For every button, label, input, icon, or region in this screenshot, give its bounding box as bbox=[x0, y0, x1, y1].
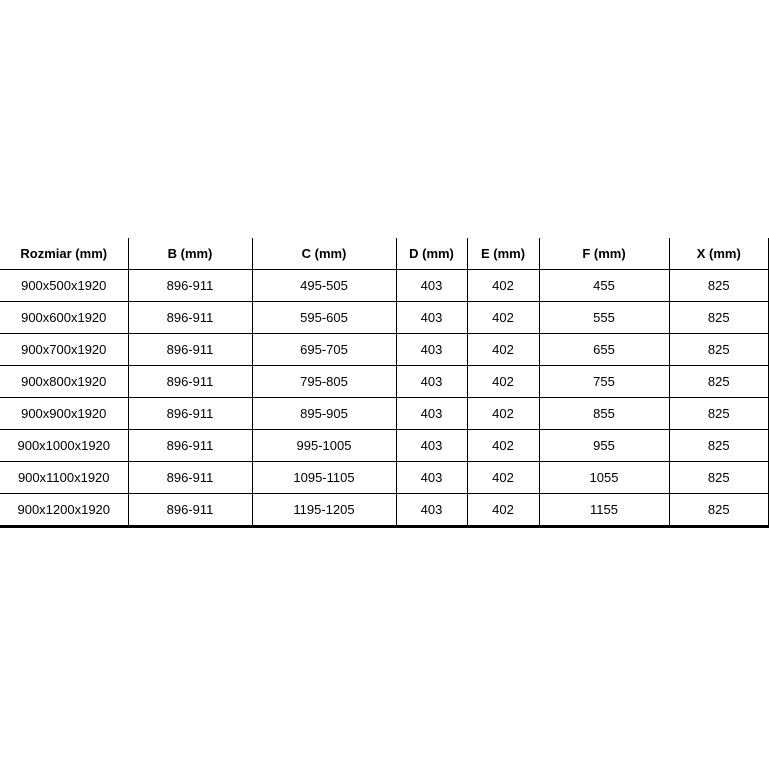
table-cell: 402 bbox=[467, 398, 539, 430]
table-cell: 900x500x1920 bbox=[0, 270, 128, 302]
header-cell: F (mm) bbox=[539, 238, 669, 270]
table-cell: 403 bbox=[396, 462, 467, 494]
table-cell: 900x1100x1920 bbox=[0, 462, 128, 494]
table-cell: 896-911 bbox=[128, 334, 252, 366]
header-row bbox=[0, 238, 769, 270]
table-cell: 896-911 bbox=[128, 366, 252, 398]
table-cell: 403 bbox=[396, 270, 467, 302]
table-cell: 755 bbox=[539, 366, 669, 398]
table-cell: 900x1000x1920 bbox=[0, 430, 128, 462]
table-row bbox=[0, 398, 769, 430]
table-cell: 402 bbox=[467, 366, 539, 398]
table-cell: 655 bbox=[539, 334, 669, 366]
table-cell: 900x700x1920 bbox=[0, 334, 128, 366]
table-row bbox=[0, 302, 769, 334]
table-cell: 825 bbox=[669, 270, 769, 302]
table-cell: 1055 bbox=[539, 462, 669, 494]
table-cell: 825 bbox=[669, 334, 769, 366]
table-cell: 900x800x1920 bbox=[0, 366, 128, 398]
table-cell: 900x1200x1920 bbox=[0, 494, 128, 527]
table-cell: 825 bbox=[669, 398, 769, 430]
table-cell: 995-1005 bbox=[252, 430, 396, 462]
table-cell: 402 bbox=[467, 334, 539, 366]
table-cell: 1155 bbox=[539, 494, 669, 527]
table-cell: 402 bbox=[467, 270, 539, 302]
table-cell: 403 bbox=[396, 334, 467, 366]
table-cell: 896-911 bbox=[128, 302, 252, 334]
table-cell: 855 bbox=[539, 398, 669, 430]
table-cell: 895-905 bbox=[252, 398, 396, 430]
table-cell: 495-505 bbox=[252, 270, 396, 302]
table-cell: 403 bbox=[396, 366, 467, 398]
table-cell: 900x600x1920 bbox=[0, 302, 128, 334]
table-cell: 402 bbox=[467, 494, 539, 527]
table-cell: 595-605 bbox=[252, 302, 396, 334]
table-row bbox=[0, 366, 769, 398]
table-cell: 403 bbox=[396, 302, 467, 334]
table-cell: 403 bbox=[396, 398, 467, 430]
table-cell: 896-911 bbox=[128, 270, 252, 302]
table-cell: 402 bbox=[467, 302, 539, 334]
table-cell: 1195-1205 bbox=[252, 494, 396, 527]
table-cell: 695-705 bbox=[252, 334, 396, 366]
table-row bbox=[0, 494, 769, 527]
header-cell: X (mm) bbox=[669, 238, 769, 270]
table-cell: 455 bbox=[539, 270, 669, 302]
header-cell: D (mm) bbox=[396, 238, 467, 270]
table-header bbox=[0, 238, 769, 270]
header-cell: E (mm) bbox=[467, 238, 539, 270]
header-cell: Rozmiar (mm) bbox=[0, 238, 128, 270]
table-cell: 402 bbox=[467, 462, 539, 494]
table-cell: 896-911 bbox=[128, 430, 252, 462]
table-cell: 825 bbox=[669, 302, 769, 334]
table-cell: 1095-1105 bbox=[252, 462, 396, 494]
header-cell: B (mm) bbox=[128, 238, 252, 270]
table-cell: 896-911 bbox=[128, 494, 252, 527]
table-row bbox=[0, 430, 769, 462]
table-cell: 403 bbox=[396, 430, 467, 462]
table-cell: 795-805 bbox=[252, 366, 396, 398]
table-cell: 896-911 bbox=[128, 462, 252, 494]
table-cell: 403 bbox=[396, 494, 467, 527]
dimensions-table bbox=[0, 238, 769, 528]
table-cell: 896-911 bbox=[128, 398, 252, 430]
table-cell: 825 bbox=[669, 462, 769, 494]
table-cell: 402 bbox=[467, 430, 539, 462]
table-body bbox=[0, 270, 769, 527]
table-cell: 825 bbox=[669, 430, 769, 462]
table-row bbox=[0, 270, 769, 302]
table-cell: 555 bbox=[539, 302, 669, 334]
table-cell: 825 bbox=[669, 494, 769, 527]
table-cell: 900x900x1920 bbox=[0, 398, 128, 430]
header-cell: C (mm) bbox=[252, 238, 396, 270]
table-row bbox=[0, 334, 769, 366]
table-cell: 825 bbox=[669, 366, 769, 398]
table-cell: 955 bbox=[539, 430, 669, 462]
table-row bbox=[0, 462, 769, 494]
